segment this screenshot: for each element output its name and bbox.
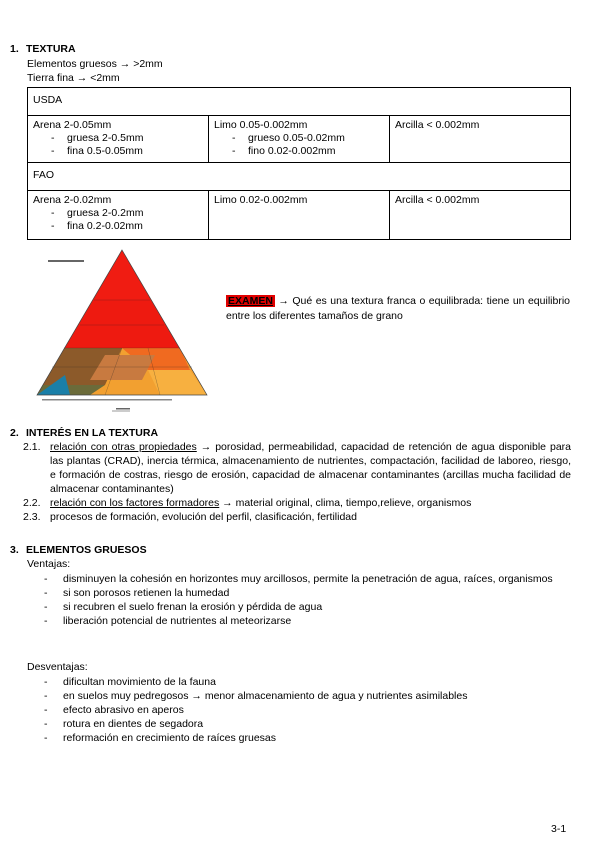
section3-title: ELEMENTOS GRUESOS — [26, 544, 147, 556]
section2-list — [0, 440, 571, 524]
list-item: - si son porosos retienen la humedad — [44, 587, 230, 599]
section2-heading — [10, 426, 158, 440]
fine-earth-line: Tierra fina → <2mm — [27, 72, 120, 84]
texture-triangle-image — [30, 245, 215, 415]
ventajas-label: Ventajas: — [27, 558, 71, 570]
usda-arcilla-cell: Arcilla < 0.002mm — [390, 116, 571, 163]
list-item: - en suelos muy pedregosos → menor almacenamiento de agua y nutrientes asimilables — [44, 690, 468, 702]
section2-item-link: relación con los factores formadores — [50, 497, 220, 509]
usda-limo-sub-1: - grueso 0.05-0.02mm — [232, 132, 345, 144]
fao-arena-sub-2: - fina 0.2-0.02mm — [51, 220, 143, 232]
usda-arena-sub-2: - fina 0.5-0.05mm — [51, 145, 143, 157]
section2-item: 2.1. relación con otras propiedades → porosidad, permeabilidad, capacidad de retención de agua disponible para las plantas (CRAD), inercia térmica, almacenamiento de nutrientes, compactación, facilidad de laboreo, riesgo, e formación de costras, riesgo de erosión, capacidad de almacenar contaminantes (arcillas mucha facilidad de almacenar contaminantes) — [23, 441, 571, 495]
list-item: - disminuyen la cohesión en horizontes muy arcillosos, permite la penetración de agua, raíces, organismos — [44, 573, 553, 585]
list-item: - efecto abrasivo en aperos — [44, 704, 184, 716]
usda-label: USDA — [28, 88, 571, 116]
section2-item: 2.2. relación con los factores formadores → material original, clima, tiempo,relieve, organismos — [23, 497, 472, 509]
usda-limo-sub-2: - fino 0.02-0.002mm — [232, 145, 336, 157]
fao-arena-cell — [28, 191, 209, 240]
list-item: - rotura en dientes de segadora — [44, 718, 204, 730]
exam-tag: EXAMEN — [228, 295, 273, 307]
section1-title: TEXTURA — [26, 43, 76, 55]
section3-number: 3. — [10, 544, 19, 556]
usda-arena: Arena 2-0.05mm — [33, 119, 112, 131]
fao-arena: Arena 2-0.02mm — [33, 194, 112, 206]
fao-header-row — [28, 163, 571, 191]
exam-note — [226, 294, 570, 324]
section1-number: 1. — [10, 43, 19, 55]
section2-item-link: relación con otras propiedades — [50, 441, 197, 453]
section3-heading — [10, 543, 147, 557]
desventajas-list — [27, 675, 571, 745]
fao-limo-cell: Limo 0.02-0.002mm — [209, 191, 390, 240]
list-item: - si recubren el suelo frenan la erosión y pérdida de agua — [44, 601, 323, 613]
list-item: - reformación en crecimiento de raíces gruesas — [44, 732, 277, 744]
section2-item: 2.3. procesos de formación, evolución del perfil, clasificación, fertilidad — [23, 511, 357, 523]
section2-title: INTERÉS EN LA TEXTURA — [26, 427, 159, 439]
usda-arena-cell — [28, 116, 209, 163]
exam-text: → Qué es una textura franca o equilibrada: tiene un equilibrio entre los diferentes tamaños de grano — [226, 295, 570, 322]
list-item: - liberación potencial de nutrientes al meteorizarse — [44, 615, 292, 627]
coarse-elements-line: Elementos gruesos → >2mm — [27, 58, 163, 70]
fao-arena-sub-1: - gruesa 2-0.2mm — [51, 207, 144, 219]
usda-limo: Limo 0.05-0.002mm — [214, 119, 308, 131]
ventajas-list — [27, 572, 571, 628]
page-number: 3-1 — [551, 823, 567, 835]
texture-table — [27, 87, 571, 240]
section1-heading — [10, 42, 76, 56]
fao-row — [28, 191, 571, 240]
list-item: - dificultan movimiento de la fauna — [44, 676, 216, 688]
fao-label: FAO — [28, 163, 571, 191]
usda-header-row — [28, 88, 571, 116]
section2-number: 2. — [10, 427, 19, 439]
usda-row — [28, 116, 571, 163]
desventajas-label: Desventajas: — [27, 661, 88, 673]
usda-limo-cell — [209, 116, 390, 163]
usda-arena-sub-1: - gruesa 2-0.5mm — [51, 132, 144, 144]
fao-arcilla-cell: Arcilla < 0.002mm — [390, 191, 571, 240]
